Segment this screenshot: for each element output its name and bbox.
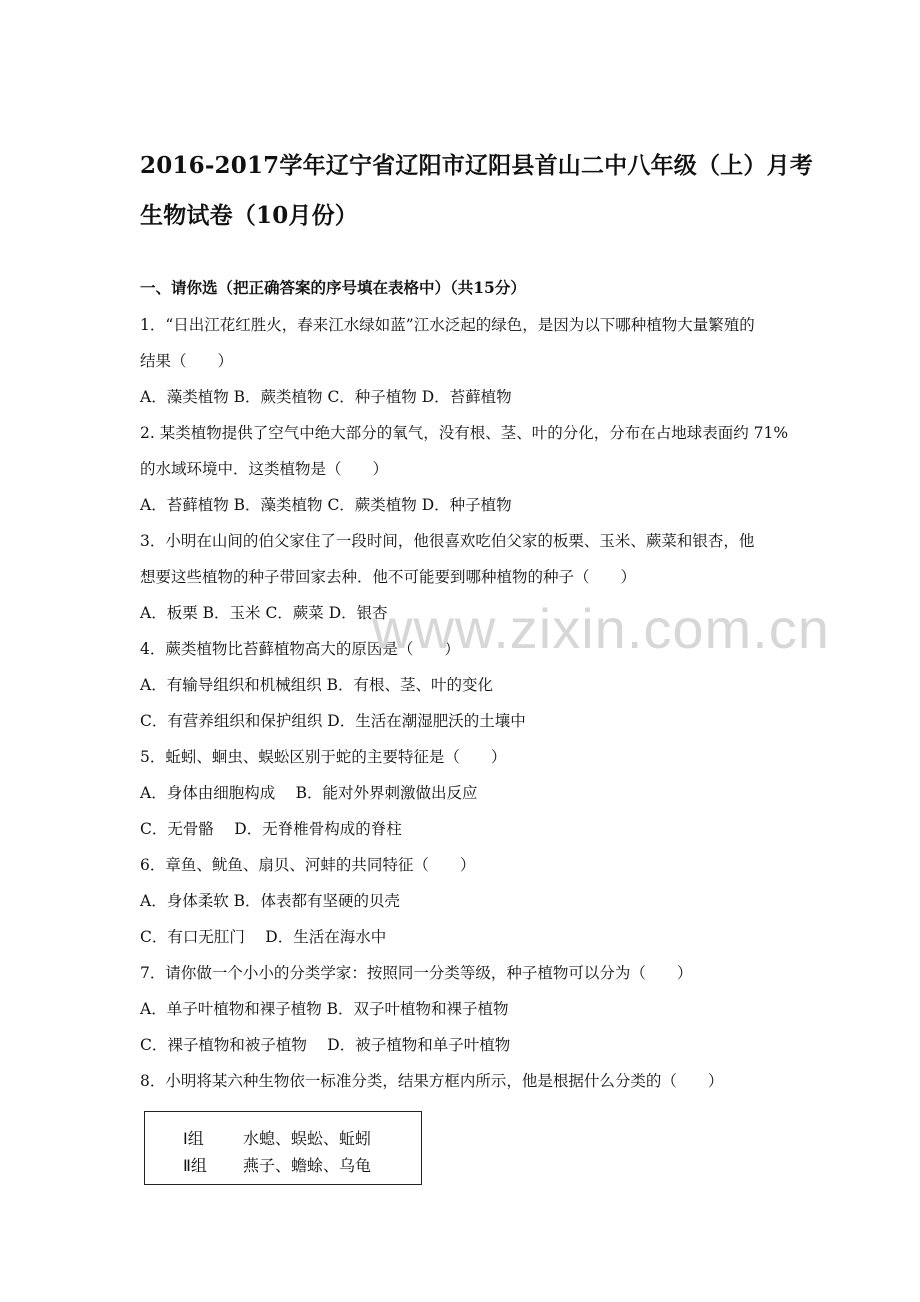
- question-4-options-ab: A．有输导组织和机械组织 B．有根、茎、叶的变化: [140, 676, 494, 694]
- classification-box: [144, 1111, 422, 1185]
- classification-row-1: [183, 1126, 371, 1149]
- question-7-stem: 7．请你做一个小小的分类学家：按照同一分类等级，种子植物可以分为（ ）: [140, 964, 693, 982]
- question-5-options-ab: A．身体由细胞构成 B．能对外界刺激做出反应: [140, 784, 478, 802]
- question-2-stem-cont: 的水域环境中．这类植物是（ ）: [140, 460, 389, 478]
- question-6-stem: 6．章鱼、鱿鱼、扇贝、河蚌的共同特征（ ）: [140, 856, 476, 874]
- question-6-options-ab: A．身体柔软 B．体表都有坚硬的贝壳: [140, 892, 401, 910]
- question-8-stem: 8．小明将某六种生物依一标准分类，结果方框内所示，他是根据什么分类的（ ）: [140, 1072, 724, 1090]
- group-members: 水螅、蜈蚣、蚯蚓: [243, 1129, 372, 1148]
- question-7-options-ab: A．单子叶植物和裸子植物 B．双子叶植物和裸子植物: [140, 1000, 509, 1018]
- question-5-stem: 5．蚯蚓、蛔虫、蜈蚣区别于蛇的主要特征是（ ）: [140, 748, 507, 766]
- group-label: Ⅱ组: [183, 1156, 207, 1175]
- question-6-options-cd: C．有口无肛门 D．生活在海水中: [140, 928, 387, 946]
- question-4-options-cd: C．有营养组织和保护组织 D．生活在潮湿肥沃的土壤中: [140, 712, 526, 730]
- question-2-options: A．苔藓植物 B．藻类植物 C．蕨类植物 D．种子植物: [140, 496, 512, 514]
- document-title-line-2: 生物试卷（10月份）: [140, 202, 359, 229]
- question-1-stem-cont: 结果（ ）: [140, 352, 234, 370]
- document-title-line-1: 2016-2017学年辽宁省辽阳市辽阳县首山二中八年级（上）月考: [140, 152, 813, 179]
- question-1-stem: 1．“日出江花红胜火，春来江水绿如蓝”江水泛起的绿色，是因为以下哪种植物大量繁殖的: [140, 316, 755, 334]
- question-3-options: A．板栗 B．玉米 C．蕨菜 D．银杏: [140, 604, 388, 622]
- question-3-stem: 3．小明在山间的伯父家住了一段时间，他很喜欢吃伯父家的板栗、玉米、蕨菜和银杏，他: [140, 532, 755, 550]
- section-heading: 一、请你选（把正确答案的序号填在表格中）（共15分）: [140, 278, 526, 297]
- question-7-options-cd: C．裸子植物和被子植物 D．被子植物和单子叶植物: [140, 1036, 511, 1054]
- question-4-stem: 4．蕨类植物比苔藓植物高大的原因是（ ）: [140, 640, 460, 658]
- question-5-options-cd: C．无骨骼 D．无脊椎骨构成的脊柱: [140, 820, 402, 838]
- question-3-stem-cont: 想要这些植物的种子带回家去种．他不可能要到哪种植物的种子（ ）: [140, 568, 637, 586]
- classification-row-2: [183, 1153, 371, 1176]
- watermark: www.zixin.com.cn: [372, 597, 830, 660]
- question-1-options: A．藻类植物 B．蕨类植物 C．种子植物 D．苔藓植物: [140, 388, 512, 406]
- group-label: Ⅰ组: [183, 1129, 204, 1148]
- group-members: 燕子、蟾蜍、乌龟: [243, 1156, 372, 1175]
- question-2-stem: 2. 某类植物提供了空气中绝大部分的氧气，没有根、茎、叶的分化，分布在占地球表面约 71%: [140, 424, 789, 442]
